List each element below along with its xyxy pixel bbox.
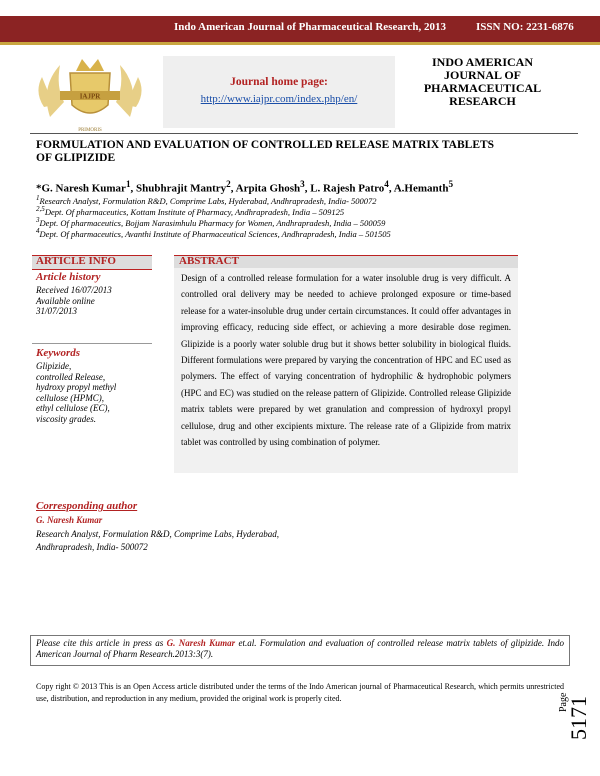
history-line: 31/07/2013	[36, 306, 78, 316]
keywords-title: Keywords	[36, 347, 80, 359]
logo-subtext: PRIMORIS	[78, 128, 102, 133]
brand-line: RESEARCH	[449, 94, 516, 108]
article-history	[36, 285, 112, 317]
corresponding-address: Research Analyst, Formulation R&D, Comprime Labs, Hyderabad,	[36, 529, 279, 539]
author-sup: 2	[226, 179, 231, 189]
author: *G. Naresh Kumar	[36, 182, 126, 195]
author-sup: 3	[300, 179, 305, 189]
keywords-list	[36, 361, 116, 424]
homepage-link[interactable]: http://www.iajpr.com/index.php/en/	[200, 93, 358, 105]
history-line: Available online	[36, 295, 95, 306]
author-list	[36, 179, 453, 195]
header-issn: ISSN NO: 2231-6876	[476, 21, 574, 33]
author-sup: 4	[384, 179, 389, 189]
keyword: Glipizide,	[36, 361, 72, 371]
citation-text: Please cite this article in press as G. Naresh Kumar et.al. Formulation and evaluation of controlled release matrix tablets of glipizide. Indo American Journal of Pharm Research.2013:3(7).	[36, 638, 565, 659]
header-journal-name: Indo American Journal of Pharmaceutical Research, 2013	[174, 21, 447, 33]
copyright-notice: Copy right © 2013 This is an Open Access article distributed under the terms of the Indo American journal of Pharmaceutical Research, which permits unrestricted use, distribution, and reproduction in any medium, provided the original work is properly cited.	[36, 682, 564, 703]
abstract-text: Design of a controlled release formulation for a water insoluble drug is very difficult. A controlled oral delivery may be needed to achieve prolonged exposure or time-based release for a water-insoluble drug under certain circumstances. It could offer advantages in improving efficacy, reducing side effect, or achieving a more desirable dose regimen. Glipizide is a poorly water soluble drug but it shows better solubility in biological fluids. Different formulations were prepared by varying the concentration of HPC and EC used as polymers. The effect of varying concentration of hydrophilic & hydrophobic polymers (HPC and EC) was studied on the release pattern of Glipizide. Controlled release Glipizide matrix tablets were prepared by wet granulation and compression of hydroxyl propyl cellulose, drug and other excipients mixture. The release rate of a Glipizide from matrix tablet was controlled by using combination of polymer.	[181, 273, 511, 448]
author-sup: 1	[125, 179, 131, 189]
author: , Arpita Ghosh	[230, 182, 301, 195]
history-line: Received 16/07/2013	[36, 285, 112, 295]
journal-brand	[405, 56, 560, 108]
page-label: Page	[558, 692, 569, 712]
brand-line: PHARMACEUTICAL	[423, 81, 542, 95]
citation-author: G. Naresh Kumar	[166, 638, 236, 648]
keyword: viscosity grades.	[36, 413, 96, 424]
homepage-box	[163, 56, 395, 128]
brand-line: JOURNAL OF	[443, 68, 521, 82]
journal-logo	[30, 47, 150, 137]
abstract-title: ABSTRACT	[179, 255, 239, 267]
logo-ribbon-text: IAJPR	[79, 92, 101, 101]
brand-line: INDO AMERICAN	[431, 55, 533, 69]
header-gold-strip	[0, 42, 600, 45]
article-title	[36, 139, 536, 165]
keyword: ethyl cellulose (EC),	[36, 403, 110, 413]
keyword: hydroxy propyl methyl	[36, 382, 117, 392]
author: , A.Hemanth	[388, 182, 449, 195]
keyword: controlled Release,	[36, 371, 106, 382]
corresponding-address: Andhrapradesh, India- 500072	[36, 542, 148, 552]
author-sup: 5	[448, 179, 454, 189]
title-line: FORMULATION AND EVALUATION OF CONTROLLED RELEASE MATRIX TABLETS	[36, 139, 495, 151]
keyword: cellulose (HPMC),	[36, 392, 104, 403]
affiliation: $^1$Research Analyst, Formulation R&D, Comprime Labs, Hyderabad, Andhrapradesh, India- 500072	[36, 194, 377, 206]
affiliation: $^{2,5}$Dept. Of pharmaceutics, Kottam Institute of Pharmacy, Andhrapradesh, India – 509125	[36, 205, 345, 217]
author: , Shubhrajit Mantry	[130, 182, 227, 195]
title-line: OF GLIPIZIDE	[36, 152, 116, 164]
article-history-title: Article history	[36, 271, 101, 283]
corresponding-author-name: G. Naresh Kumar	[36, 515, 103, 525]
corresponding-author-title: Corresponding author	[36, 500, 138, 512]
homepage-title: Journal home page:	[230, 76, 328, 88]
divider	[30, 133, 578, 134]
affiliation: $^4$Dept. Of pharmaceutics, Avanthi Institute of Pharmaceutical Sciences, Andhrapradesh, India – 501505	[36, 227, 391, 239]
article-info-title: ARTICLE INFO	[36, 255, 116, 267]
affiliation: $^3$Dept. Of pharmaceutics, Bojjam Narasimhulu Pharmacy for Women, Andhrapradesh, India – 500059	[36, 216, 386, 228]
author: , L. Rajesh Patro	[304, 182, 385, 195]
divider	[32, 343, 152, 344]
page-number: 5171	[566, 696, 591, 740]
